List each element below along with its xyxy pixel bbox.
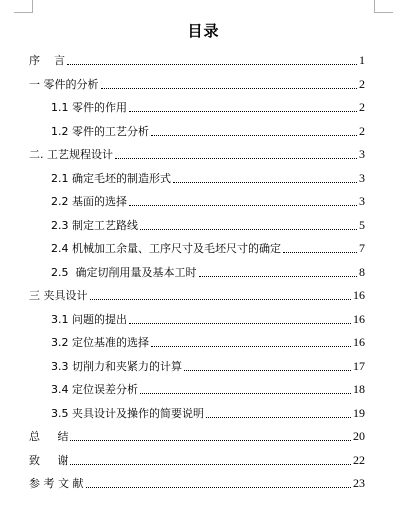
toc-entry-label: 2.4 机械加工余量、工序尺寸及毛坯尺寸的确定 (51, 242, 281, 255)
margin-corner-mark-top-right (374, 0, 393, 13)
toc-dot-leader (70, 463, 351, 465)
toc-entry[interactable] (51, 308, 365, 326)
toc-entry-label: 3.4 定位误差分析 (51, 383, 138, 396)
toc-entry-page-number: 23 (353, 476, 365, 490)
toc-dot-leader (86, 486, 352, 488)
toc-entry[interactable] (29, 143, 365, 161)
toc-entry-label: 2.5 确定切削用量及基本工时 (51, 266, 197, 279)
toc-entry-label: 总 结 (29, 430, 69, 443)
toc-entry-label: 序 言 (29, 54, 65, 67)
toc-entry[interactable] (29, 472, 365, 490)
toc-entry[interactable] (29, 425, 365, 443)
toc-entry-label: 2.1 确定毛坯的制造形式 (51, 172, 171, 185)
toc-entry-page-number: 8 (359, 265, 365, 279)
toc-dot-leader (129, 204, 357, 206)
toc-dot-leader (67, 63, 357, 65)
toc-entry[interactable] (51, 96, 365, 114)
toc-dot-leader (173, 181, 357, 183)
toc-entry-label: 三 夹具设计 (29, 289, 88, 302)
toc-entry[interactable] (51, 237, 365, 255)
toc-entry[interactable] (51, 190, 365, 208)
toc-entry[interactable] (29, 49, 365, 67)
toc-entry[interactable] (29, 449, 365, 467)
toc-entry-page-number: 2 (359, 77, 365, 91)
toc-entry-page-number: 2 (359, 100, 365, 114)
toc-dot-leader (151, 134, 357, 136)
toc-dot-leader (283, 251, 357, 253)
toc-dot-leader (101, 87, 358, 89)
toc-entry-page-number: 16 (353, 288, 365, 302)
toc-entry-label: 1.1 零件的作用 (51, 101, 127, 114)
toc-entry[interactable] (51, 167, 365, 185)
toc-entry[interactable] (29, 284, 365, 302)
toc-entry[interactable] (51, 378, 365, 396)
toc-dot-leader (70, 439, 351, 441)
toc-entry-label: 3.1 问题的提出 (51, 313, 127, 326)
toc-entry-label: 3.3 切削力和夹紧力的计算 (51, 360, 182, 373)
toc-entry-page-number: 19 (353, 406, 365, 420)
toc-entry-page-number: 3 (359, 171, 365, 185)
toc-entry-label: 2.2 基面的选择 (51, 195, 127, 208)
toc-entry[interactable] (51, 120, 365, 138)
toc-dot-leader (140, 392, 351, 394)
toc-entry-label: 2.3 制定工艺路线 (51, 219, 138, 232)
toc-entry-label: 3.5 夹具设计及操作的简要说明 (51, 407, 204, 420)
toc-entry-page-number: 16 (353, 335, 365, 349)
toc-dot-leader (115, 157, 357, 159)
toc-entry-page-number: 17 (353, 359, 365, 373)
margin-corner-mark-top-left (14, 0, 33, 13)
toc-entry-label: 1.2 零件的工艺分析 (51, 125, 149, 138)
toc-entry-label: 一 零件的分析 (29, 78, 99, 91)
toc-dot-leader (199, 275, 358, 277)
toc-entry-page-number: 5 (359, 218, 365, 232)
toc-entry-page-number: 3 (359, 147, 365, 161)
toc-dot-leader (151, 345, 351, 347)
toc-dot-leader (129, 110, 357, 112)
toc-entry-page-number: 2 (359, 124, 365, 138)
toc-entry[interactable] (29, 73, 365, 91)
toc-entry-page-number: 22 (353, 453, 365, 467)
toc-dot-leader (129, 322, 351, 324)
toc-entry-page-number: 18 (353, 382, 365, 396)
toc-entry-label: 致 谢 (29, 454, 69, 467)
toc-entry[interactable] (51, 261, 365, 279)
toc-entry[interactable] (51, 355, 365, 373)
toc-entry-label: 二. 工艺规程设计 (29, 148, 113, 161)
toc-entry-page-number: 7 (359, 241, 365, 255)
toc-dot-leader (184, 369, 351, 371)
toc-title: 目录 (187, 22, 220, 40)
toc-entry-label: 参 考 文 献 (29, 477, 84, 490)
toc-dot-leader (206, 416, 351, 418)
toc-entry[interactable] (51, 214, 365, 232)
toc-entry[interactable] (51, 402, 365, 420)
toc-entry[interactable] (51, 331, 365, 349)
toc-entry-page-number: 20 (353, 429, 365, 443)
toc-dot-leader (90, 298, 352, 300)
toc-entry-page-number: 16 (353, 312, 365, 326)
toc-entry-page-number: 3 (359, 194, 365, 208)
toc-dot-leader (140, 228, 357, 230)
toc-entry-page-number: 1 (359, 53, 365, 67)
toc-entry-label: 3.2 定位基准的选择 (51, 336, 149, 349)
